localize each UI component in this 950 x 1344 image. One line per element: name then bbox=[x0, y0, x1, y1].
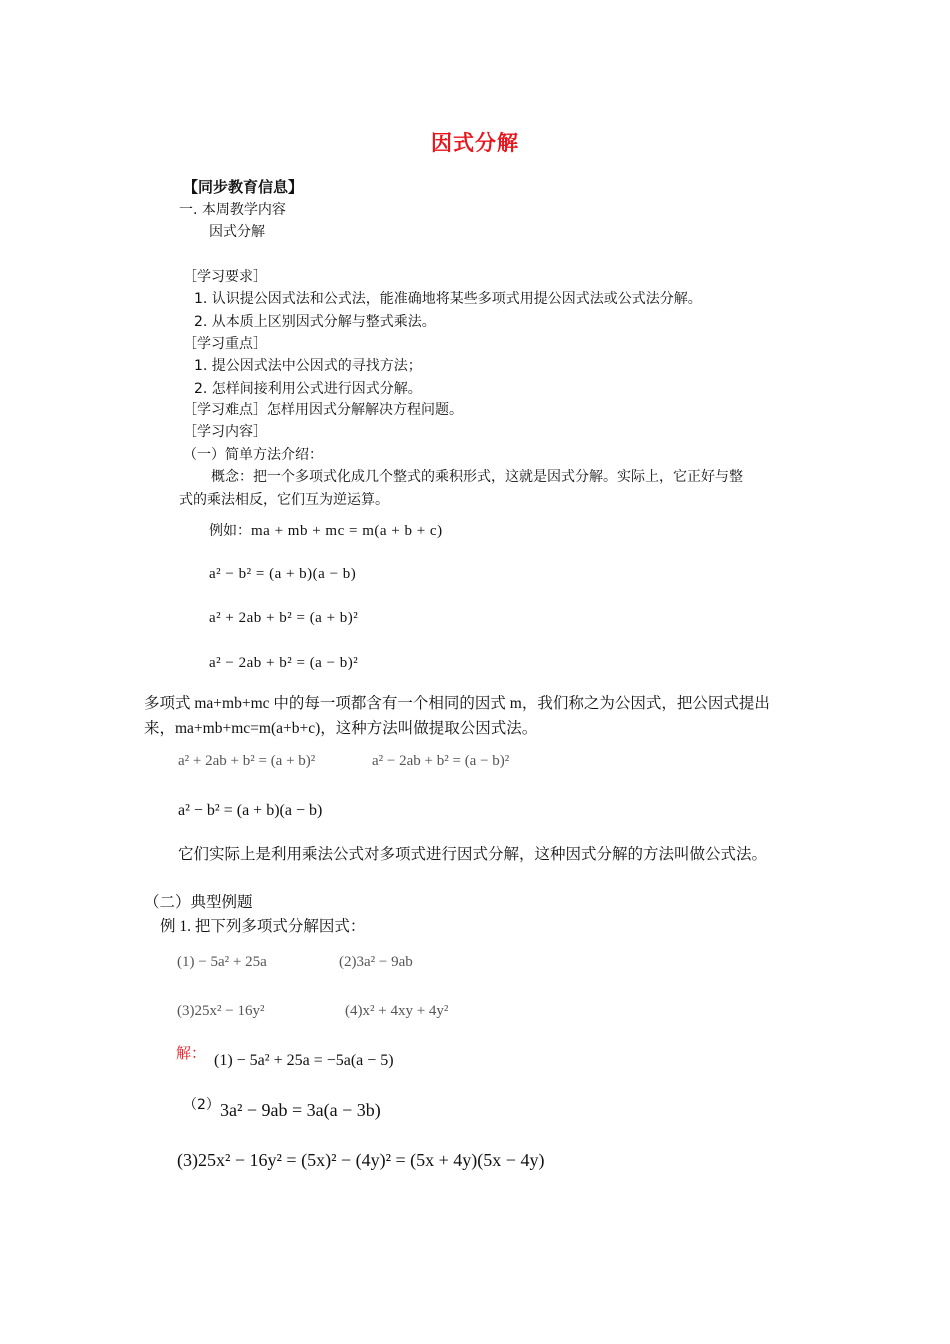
formula-method-line: 它们实际上是利用乘法公式对多项式进行因式分解，这种因式分解的方法叫做公式法。 bbox=[178, 846, 768, 863]
requirement-2: 2. 从本质上区别因式分解与整式乘法。 bbox=[194, 314, 436, 330]
method-intro: （一）简单方法介绍： bbox=[183, 447, 323, 463]
requirement-1: 1. 认识提公因式法和公式法，能准确地将某些多项式用提公因式法或公式法分解。 bbox=[194, 291, 702, 307]
key-point-1: 1. 提公因式法中公因式的寻找方法； bbox=[194, 358, 422, 374]
key-points-label: ［学习重点］ bbox=[183, 336, 267, 352]
page-title: 因式分解 bbox=[431, 131, 519, 155]
typical-examples-heading: （二）典型例题 bbox=[144, 894, 253, 911]
common-factor-line-2: 来，ma+mb+mc=m(a+b+c)，这种方法叫做提取公因式法。 bbox=[144, 720, 538, 737]
content-heading: 一. 本周教学内容 bbox=[179, 202, 286, 218]
section-header: 【同步教育信息】 bbox=[183, 178, 304, 196]
requirements-label: ［学习要求］ bbox=[183, 269, 267, 285]
example-equation bbox=[209, 520, 443, 540]
eq-square-minus: a² − 2ab + b² = (a − b)² bbox=[209, 655, 359, 671]
key-point-2: 2. 怎样间接利用公式进行因式分解。 bbox=[194, 381, 422, 397]
solution-label: 解： bbox=[176, 1044, 207, 1062]
formula-c: a² − b² = (a + b)(a − b) bbox=[178, 802, 323, 819]
example-1-heading: 例 1. 把下列多项式分解因式： bbox=[160, 918, 366, 935]
solution-3: (3)25x² − 16y² = (5x)² − (4y)² = (5x + 4y)(5x − 4y) bbox=[177, 1150, 545, 1170]
eq-difference-of-squares: a² − b² = (a + b)(a − b) bbox=[209, 566, 357, 582]
formula-a: a² + 2ab + b² = (a + b)² bbox=[178, 753, 316, 769]
common-factor-line-1: 多项式 ma+mb+mc 中的每一项都含有一个相同的因式 m，我们称之为公因式，把公因式提出 bbox=[144, 695, 770, 712]
content-topic: 因式分解 bbox=[209, 224, 265, 240]
problem-3: (3)25x² − 16y² bbox=[177, 1003, 265, 1019]
solution-2: 3a² − 9ab = 3a(a − 3b) bbox=[220, 1100, 381, 1120]
problem-4: (4)x² + 4xy + 4y² bbox=[345, 1003, 449, 1019]
problem-2: (2)3a² − 9ab bbox=[339, 954, 413, 970]
concept-line-1: 概念：把一个多项式化成几个整式的乘积形式，这就是因式分解。实际上，它正好与整 bbox=[211, 469, 743, 485]
concept-line-2: 式的乘法相反，它们互为逆运算。 bbox=[179, 492, 389, 508]
study-content-label: ［学习内容］ bbox=[183, 424, 267, 440]
solution-2-label: （2） bbox=[183, 1097, 220, 1113]
example-prefix: 例如： bbox=[209, 523, 251, 539]
problem-1: (1) − 5a² + 25a bbox=[177, 954, 267, 970]
eq-square-plus: a² + 2ab + b² = (a + b)² bbox=[209, 610, 359, 626]
formula-b: a² − 2ab + b² = (a − b)² bbox=[372, 753, 510, 769]
difficulty-line: ［学习难点］怎样用因式分解解决方程问题。 bbox=[183, 402, 463, 418]
solution-1: (1) − 5a² + 25a = −5a(a − 5) bbox=[214, 1052, 394, 1069]
eq-example: ma + mb + mc = m(a + b + c) bbox=[251, 523, 443, 539]
